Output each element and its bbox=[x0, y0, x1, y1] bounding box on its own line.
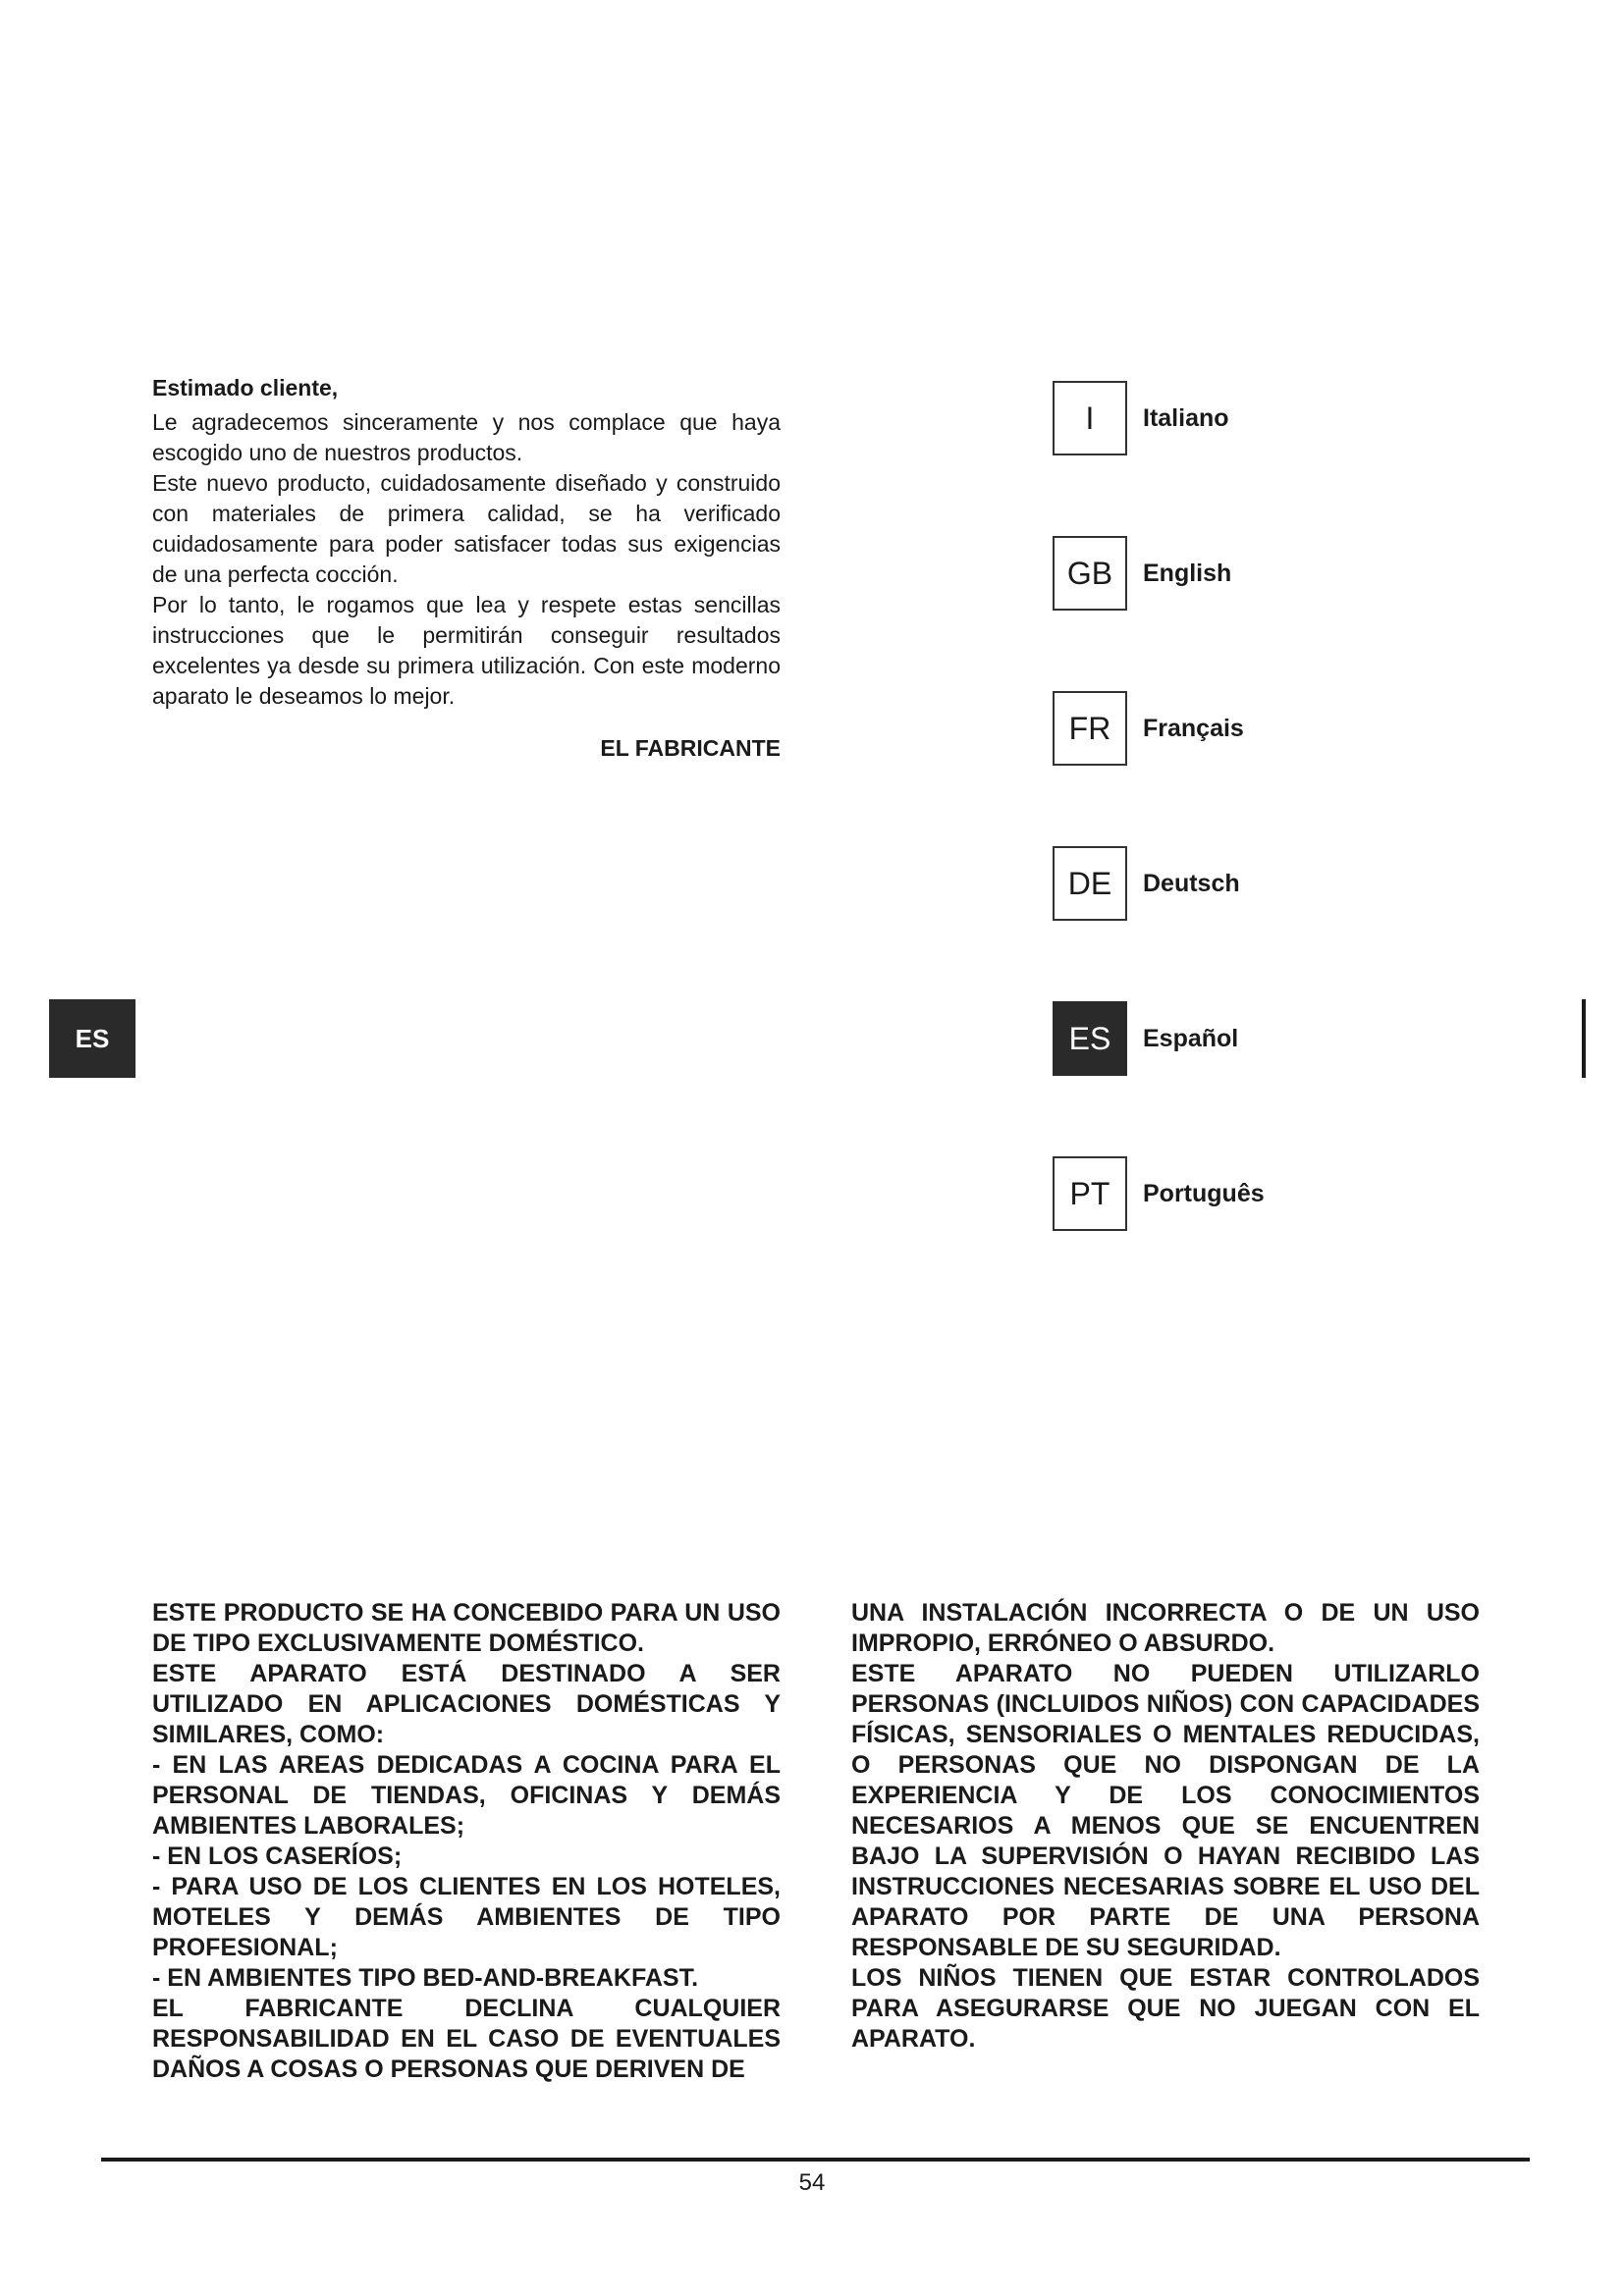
greeting-paragraph: Por lo tanto, le rogamos que lea y respete estas sencillas instrucciones que le permitirán conseguir resultados excelentes ya desde su primera utilización. Con este moderno aparato le deseamos lo mejor. bbox=[152, 592, 781, 709]
language-item-italiano[interactable] bbox=[1053, 379, 1229, 457]
section-tab: ES bbox=[49, 999, 135, 1078]
language-code-box: GB bbox=[1053, 536, 1127, 611]
language-name: Español bbox=[1143, 1024, 1239, 1052]
language-name: Português bbox=[1143, 1179, 1265, 1207]
warning-paragraph: UNA INSTALACIÓN INCORRECTA O DE UN USO IMPROPIO, ERRÓNEO O ABSURDO. bbox=[851, 1599, 1480, 1657]
warning-paragraph: ESTE APARATO NO PUEDEN UTILIZARLO PERSONAS (INCLUIDOS NIÑOS) CON CAPACIDADES FÍSICAS, SENSORIALES O MENTALES REDUCIDAS, O PERSONAS QUE NO DISPONGAN DE LA EXPERIENCIA Y DE LOS CONOCIMIENTOS NECESARIOS A MENOS QUE SE ENCUENTREN BAJO LA SUPERVISIÓN O HAYAN RECIBIDO LAS INSTRUCCIONES NECESARIAS SOBRE EL USO DEL APARATO POR PARTE DE UNA PERSONA RESPONSABLE DE SU SEGURIDAD. bbox=[851, 1660, 1480, 1961]
language-name: Deutsch bbox=[1143, 869, 1240, 897]
warning-paragraph: ESTE PRODUCTO SE HA CONCEBIDO PARA UN USO DE TIPO EXCLUSIVAMENTE DOMÉSTICO. bbox=[152, 1599, 781, 1657]
footer-divider bbox=[101, 2158, 1530, 2162]
language-code-box: PT bbox=[1053, 1156, 1127, 1231]
language-code-box: I bbox=[1053, 381, 1127, 455]
warning-column-left bbox=[152, 1598, 781, 2085]
warning-paragraph: ESTE APARATO ESTÁ DESTINADO A SER UTILIZADO EN APLICACIONES DOMÉSTICAS Y SIMILARES, COMO: bbox=[152, 1660, 781, 1748]
greeting-paragraph: Le agradecemos sinceramente y nos complace que haya escogido uno de nuestros productos. bbox=[152, 409, 781, 465]
greeting-paragraph: Este nuevo producto, cuidadosamente diseñado y construido con materiales de primera calidad, se ha verificado cuidadosamente para poder satisfacer todas sus exigencias de una perfecta cocción. bbox=[152, 470, 781, 587]
warning-paragraph: - PARA USO DE LOS CLIENTES EN LOS HOTELES, MOTELES Y DEMÁS AMBIENTES DE TIPO PROFESIONAL; bbox=[152, 1873, 781, 1961]
warning-paragraph: LOS NIÑOS TIENEN QUE ESTAR CONTROLADOS PARA ASEGURARSE QUE NO JUEGAN CON EL APARATO. bbox=[851, 1964, 1480, 2053]
warning-paragraph: - EN AMBIENTES TIPO BED-AND-BREAKFAST. bbox=[152, 1964, 699, 1992]
language-code-box: ES bbox=[1053, 1001, 1127, 1076]
warning-paragraph: - EN LOS CASERÍOS; bbox=[152, 1842, 403, 1870]
greeting-block bbox=[152, 373, 781, 764]
edge-marker bbox=[1582, 999, 1586, 1078]
salutation: Estimado cliente, bbox=[152, 375, 339, 400]
language-code-box: DE bbox=[1053, 846, 1127, 921]
language-item-francais[interactable] bbox=[1053, 689, 1244, 768]
language-item-english[interactable] bbox=[1053, 534, 1231, 613]
language-item-portugues[interactable] bbox=[1053, 1154, 1265, 1233]
signature: EL FABRICANTE bbox=[600, 735, 781, 761]
language-name: Français bbox=[1143, 714, 1244, 742]
language-item-deutsch[interactable] bbox=[1053, 844, 1240, 923]
warning-paragraph: EL FABRICANTE DECLINA CUALQUIER RESPONSABILIDAD EN EL CASO DE EVENTUALES DAÑOS A COSAS O PERSONAS QUE DERIVEN DE bbox=[152, 1995, 781, 2083]
warning-paragraph: - EN LAS AREAS DEDICADAS A COCINA PARA EL PERSONAL DE TIENDAS, OFICINAS Y DEMÁS AMBIENTES LABORALES; bbox=[152, 1751, 781, 1840]
language-code-box: FR bbox=[1053, 691, 1127, 766]
page-number: 54 bbox=[798, 2169, 826, 2196]
language-name: English bbox=[1143, 559, 1232, 587]
language-name: Italiano bbox=[1143, 403, 1229, 432]
warning-column-right bbox=[851, 1598, 1480, 2055]
language-item-espanol[interactable] bbox=[1053, 999, 1238, 1078]
